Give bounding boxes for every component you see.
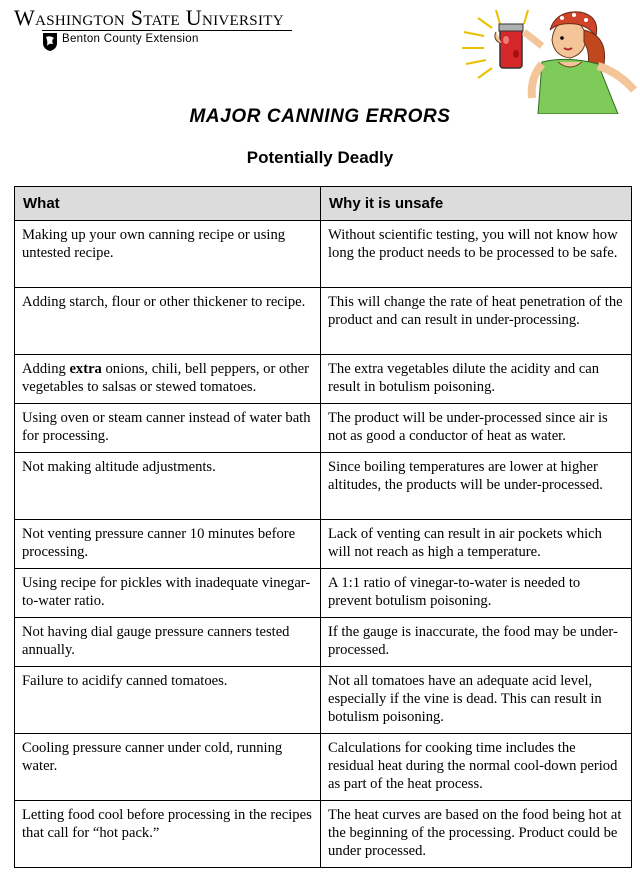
table-row [15,569,632,618]
why-cell: Calculations for cooking time includes the residual heat during the normal cool-down period as part of the heat process. [321,734,632,801]
table-row [15,667,632,734]
what-cell: Failure to acidify canned tomatoes. [15,667,321,734]
why-cell: Without scientific testing, you will not know how long the product needs to be processed to be safe. [321,221,632,288]
what-cell [15,355,321,404]
what-cell: Using oven or steam canner instead of water bath for processing. [15,404,321,453]
table-row [15,453,632,520]
canning-errors-table [14,186,632,868]
what-cell: Letting food cool before processing in the recipes that call for “hot pack.” [15,801,321,868]
why-cell: The product will be under-processed since air is not as good a conductor of heat as water. [321,404,632,453]
why-cell: This will change the rate of heat penetration of the product and can result in under-processing. [321,288,632,355]
why-cell: The extra vegetables dilute the acidity and can result in botulism poisoning. [321,355,632,404]
table-row [15,404,632,453]
column-header-why: Why it is unsafe [321,187,632,221]
what-cell: Using recipe for pickles with inadequate vinegar-to-water ratio. [15,569,321,618]
what-text-emphasis: extra [69,361,102,377]
table-row [15,355,632,404]
why-cell: Since boiling temperatures are lower at higher altitudes, the products will be under-processed. [321,453,632,520]
what-cell: Adding starch, flour or other thickener to recipe. [15,288,321,355]
column-header-what: What [15,187,321,221]
what-text-end: onions, chili, bell peppers, or other vegetables to salsas or stewed tomatoes. [22,361,309,395]
table-row [15,520,632,569]
what-cell: Making up your own canning recipe or using untested recipe. [15,221,321,288]
table-row [15,734,632,801]
why-cell: Lack of venting can result in air pockets which will not reach as high a temperature. [321,520,632,569]
why-cell: Not all tomatoes have an adequate acid level, especially if the vine is dead. This can result in botulism poisoning. [321,667,632,734]
table-header-row [15,187,632,221]
what-cell: Not making altitude adjustments. [15,453,321,520]
table-row [15,288,632,355]
extension-name: Benton County Extension [62,33,199,45]
what-text-start: Adding [22,361,70,377]
why-cell: A 1:1 ratio of vinegar-to-water is needed to prevent botulism poisoning. [321,569,632,618]
university-name: Washington State University [14,5,284,30]
what-cell: Cooling pressure canner under cold, running water. [15,734,321,801]
page-header [0,0,640,115]
wsu-logo [14,5,284,45]
page-title: MAJOR CANNING ERRORS [189,106,451,127]
what-cell: Not venting pressure canner 10 minutes before processing. [15,520,321,569]
why-cell: If the gauge is inaccurate, the food may be under-processed. [321,618,632,667]
table-row [15,618,632,667]
table-row [15,801,632,868]
why-cell: The heat curves are based on the food being hot at the beginning of the processing. Product could be under processed. [321,801,632,868]
cougar-seal-icon [42,32,58,52]
page-subtitle: Potentially Deadly [246,148,394,167]
what-cell: Not having dial gauge pressure canners tested annually. [15,618,321,667]
table-row [15,221,632,288]
logo-rule [42,30,292,31]
woman-holding-jar-illustration [458,6,638,114]
